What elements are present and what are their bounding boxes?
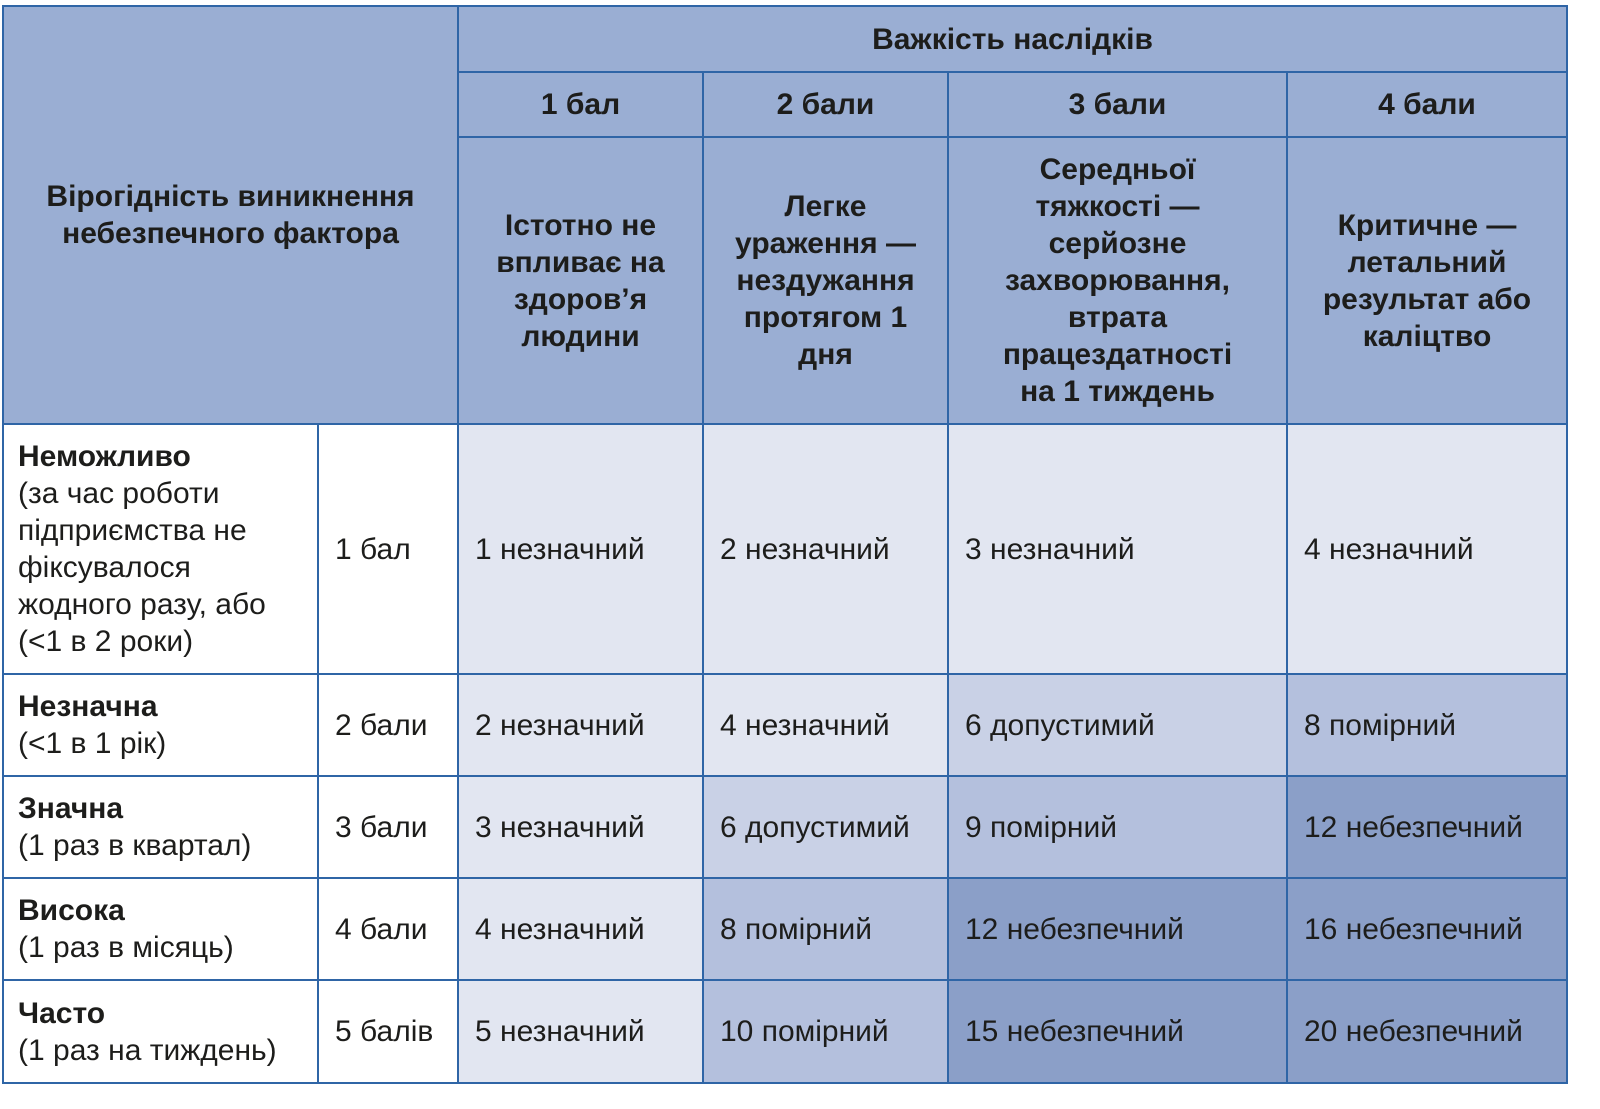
probability-score: 4 бали <box>318 878 458 980</box>
risk-cell: 8 помірний <box>703 878 948 980</box>
severity-header: Важкість наслідків <box>458 6 1567 72</box>
probability-name: Висока <box>18 894 125 927</box>
severity-score-3: 3 бали <box>948 72 1287 137</box>
probability-detail: (1 раз на тиждень) <box>18 1033 277 1067</box>
severity-score-4: 4 бали <box>1287 72 1567 137</box>
table-row <box>3 980 1567 1083</box>
risk-cell: 2 незначний <box>458 674 703 776</box>
probability-score: 1 бал <box>318 424 458 674</box>
probability-detail: (1 раз в квартал) <box>18 829 252 862</box>
probability-detail: (1 раз в місяць) <box>18 931 234 964</box>
probability-category <box>3 980 318 1083</box>
risk-matrix-table <box>2 5 1568 1084</box>
matrix-body <box>3 424 1567 1083</box>
probability-category <box>3 674 318 776</box>
risk-cell: 4 незначний <box>703 674 948 776</box>
severity-desc-4: Критичне — летальний результат або каліцтво <box>1287 137 1567 424</box>
risk-cell: 4 незначний <box>1287 424 1567 674</box>
severity-desc-2: Легке ураження — нездужання протягом 1 дня <box>703 137 948 424</box>
risk-cell: 6 допустимий <box>948 674 1287 776</box>
probability-detail: (за час роботи підприємства не фіксувалося жодного разу, або (<1 в 2 роки) <box>18 477 266 658</box>
risk-cell: 2 незначний <box>703 424 948 674</box>
table-row <box>3 878 1567 980</box>
probability-name: Значна <box>18 792 124 825</box>
probability-score: 2 бали <box>318 674 458 776</box>
risk-cell: 15 небезпечний <box>948 980 1287 1083</box>
table-row <box>3 674 1567 776</box>
probability-name: Часто <box>18 996 106 1030</box>
severity-desc-3: Середньої тяжкості — серйозне захворювання, втрата працездатності на 1 тиждень <box>948 137 1287 424</box>
probability-detail: (<1 в 1 рік) <box>18 727 167 760</box>
risk-cell: 12 небезпечний <box>1287 776 1567 878</box>
severity-score-1: 1 бал <box>458 72 703 137</box>
risk-cell: 10 помірний <box>703 980 948 1083</box>
probability-score: 3 бали <box>318 776 458 878</box>
risk-cell: 1 незначний <box>458 424 703 674</box>
risk-cell: 20 небезпечний <box>1287 980 1567 1083</box>
table-row <box>3 776 1567 878</box>
probability-name: Неможливо <box>18 440 191 473</box>
risk-cell: 3 незначний <box>458 776 703 878</box>
risk-cell: 8 помірний <box>1287 674 1567 776</box>
severity-desc-1: Істотно не впливає на здоров’я людини <box>458 137 703 424</box>
risk-cell: 6 допустимий <box>703 776 948 878</box>
probability-name: Незначна <box>18 690 158 723</box>
risk-cell: 5 незначний <box>458 980 703 1083</box>
risk-cell: 4 незначний <box>458 878 703 980</box>
probability-category <box>3 878 318 980</box>
risk-cell: 3 незначний <box>948 424 1287 674</box>
risk-cell: 9 помірний <box>948 776 1287 878</box>
risk-cell: 12 небезпечний <box>948 878 1287 980</box>
probability-score: 5 балів <box>318 980 458 1083</box>
risk-cell: 16 небезпечний <box>1287 878 1567 980</box>
probability-header: Вірогідність виникнення небезпечного фактора <box>3 6 458 424</box>
probability-category <box>3 776 318 878</box>
probability-category <box>3 424 318 674</box>
severity-score-2: 2 бали <box>703 72 948 137</box>
table-row <box>3 424 1567 674</box>
